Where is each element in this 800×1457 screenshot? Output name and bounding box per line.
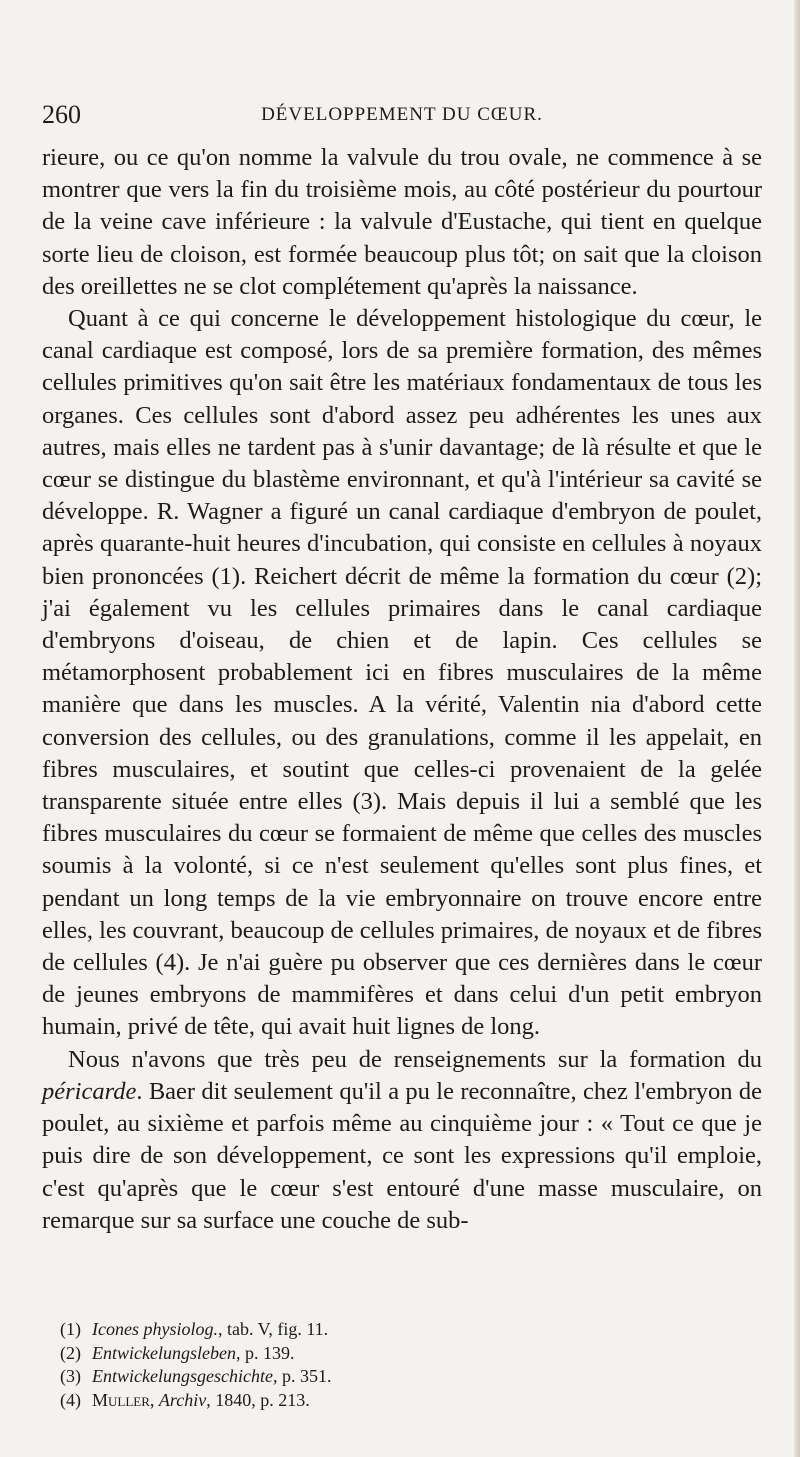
footnote-2	[60, 1342, 740, 1366]
footnote-number: (1)	[60, 1319, 81, 1339]
paragraph-text-start: Nous n'avons que très peu de renseignements sur la formation du	[68, 1045, 762, 1073]
footnote-1	[60, 1318, 740, 1342]
page-header	[42, 100, 762, 140]
paragraph-continued: rieure, ou ce qu'on nomme la valvule du trou ovale, ne commence à se montrer que vers la fin du troisième mois, au côté postérieur du pourtour de la veine cave inférieure : la valvule d'Eustache, qui tient en quelque sorte lieu de cloison, est formée beaucoup plus tôt; on sait que la cloison des oreillettes ne se clot complétement qu'après la naissance.	[42, 144, 762, 300]
page-edge-shadow	[794, 0, 800, 1457]
footnote-number: (3)	[60, 1366, 81, 1386]
page-number: 260	[42, 100, 81, 129]
body-text	[42, 142, 762, 1237]
footnote-number: (4)	[60, 1389, 81, 1410]
italic-term: péricarde	[42, 1077, 137, 1105]
paragraph-histology: Quant à ce qui concerne le développement histologique du cœur, le canal cardiaque est composé, lors de sa première formation, des mêmes cellules primitives qu'on sait être les matériaux fondamentaux de tous les organes. Ces cellules sont d'abord assez peu adhérentes les unes aux autres, mais elles ne tardent pas à s'unir davantage; de là résulte et que le cœur se distingue du blastème environnant, et qu'à l'intérieur sa cavité se développe. R. Wagner a figuré un canal cardiaque d'embryon de poulet, après quarante-huit heures d'incubation, qui consiste en cellules à noyaux bien prononcées (1). Reichert décrit de même la formation du cœur (2); j'ai également vu les cellules primaires dans le canal cardiaque d'embryons d'oiseau, de chien et de lapin. Ces cellules se métamorphosent probablement ici en fibres musculaires de la même manière que dans les muscles. A la vérité, Valentin nia d'abord cette conversion des cellules, ou des granulations, comme il les appelait, en fibres musculaires, et soutint que celles-ci provenaient de la gelée transparente située entre elles (3). Mais depuis il lui a semblé que les fibres musculaires du cœur se formaient de même que celles des muscles soumis à la volonté, si ce n'est seulement qu'elles sont plus fines, et pendant un long temps de la vie embryonnaire on trouve encore entre elles, les couvrant, beaucoup de cellules primaires, de noyaux et de fibres de cellules (4). Je n'ai guère pu observer que ces dernières dans le cœur de jeunes embryons de mammifères et dans celui d'un petit embryon humain, privé de tête, qui avait huit lignes de long.	[42, 305, 762, 1041]
footnote-number: (2)	[60, 1342, 81, 1363]
footnote-title: Archiv	[158, 1389, 207, 1410]
paragraph-pericarde	[42, 1044, 762, 1237]
footnote-author: Muller	[92, 1389, 150, 1410]
running-head: DÉVELOPPEMENT DU CŒUR.	[261, 104, 543, 125]
footnotes	[60, 1318, 740, 1412]
footnote-detail: , p. 139.	[235, 1342, 295, 1363]
footnote-title: Entwickelungsgeschichte	[92, 1366, 273, 1386]
footnote-detail: , p. 351.	[272, 1366, 332, 1386]
paragraph-text-end: . Baer dit seulement qu'il a pu le reconnaître, chez l'embryon de poulet, au sixième et parfois même au cinquième jour : « Tout ce que je puis dire de son développement, ce sont les expressions qu'il emploie, c'est qu'après que le cœur s'est entouré d'une masse musculaire, on remarque sur sa surface une couche de sub-	[42, 1077, 762, 1234]
footnote-4: (4) Muller, Archiv, 1840, p. 213.	[60, 1389, 740, 1413]
footnote-detail: , tab. V, fig. 11.	[217, 1319, 329, 1339]
footnote-title: Entwickelungsleben	[92, 1342, 236, 1363]
footnote-detail: , 1840, p. 213.	[206, 1389, 310, 1410]
footnote-3	[60, 1365, 740, 1389]
footnote-title: Icones physiolog.	[92, 1319, 218, 1339]
